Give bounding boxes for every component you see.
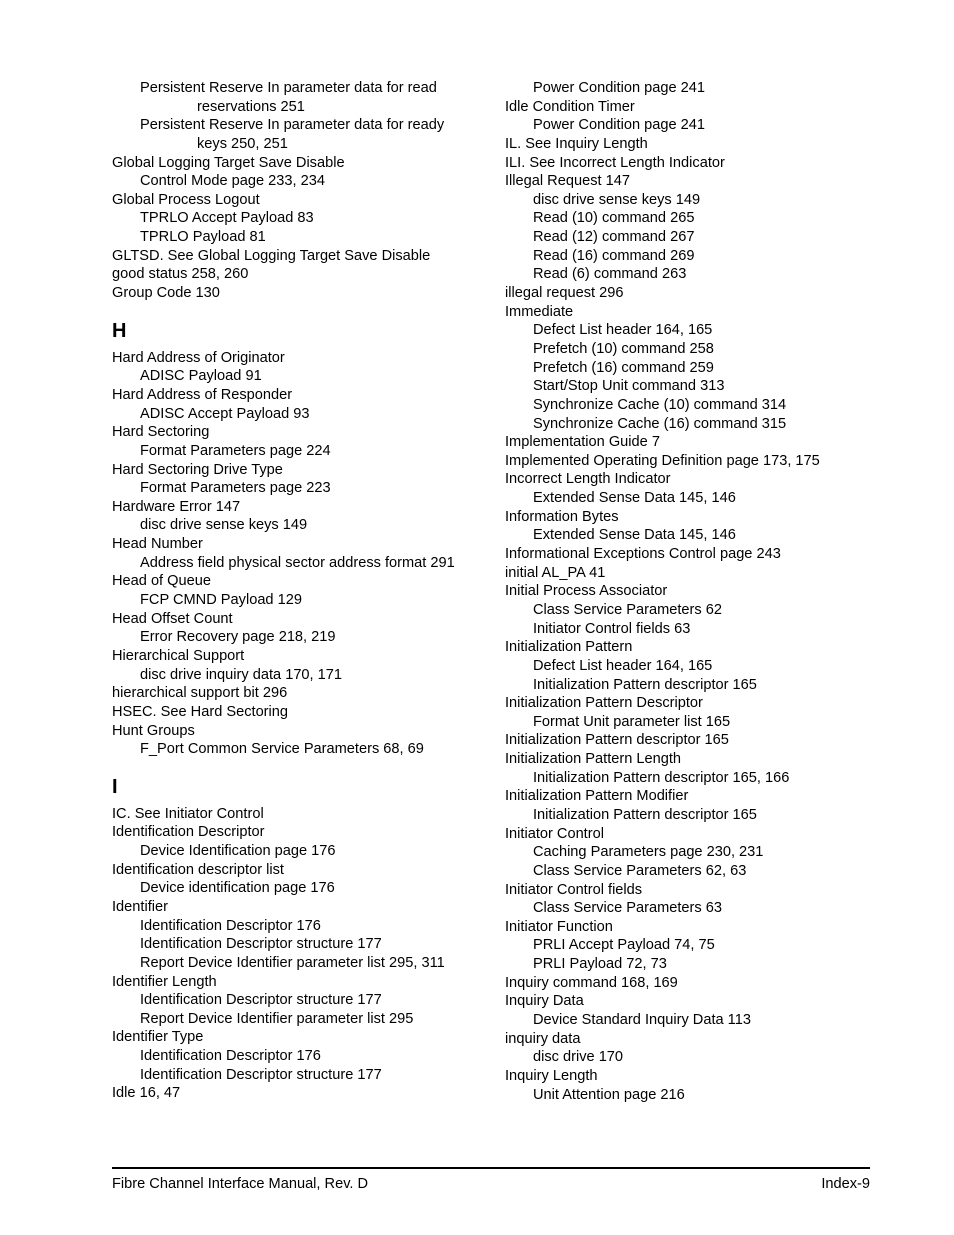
index-entry: Initiator Function (505, 918, 613, 935)
index-entry: Immediate (505, 303, 574, 320)
index-subentry: Device Standard Inquiry Data 113 (533, 1012, 751, 1029)
index-subentry: Class Service Parameters 62, 63 (533, 862, 747, 879)
index-entry: Head Offset Count (112, 610, 233, 627)
index-subentry: Defect List header 164, 165 (533, 657, 713, 674)
index-subentry: Error Recovery page 218, 219 (140, 629, 336, 646)
index-subentry: Persistent Reserve In parameter data for ready (140, 117, 445, 134)
index-entry: Identifier Type (112, 1029, 204, 1046)
index-subentry: Initialization Pattern descriptor 165 (533, 676, 757, 693)
index-entry: Initialization Pattern Modifier (505, 788, 689, 805)
index-subentry: Format Unit parameter list 165 (533, 713, 731, 730)
index-entry: good status 258, 260 (112, 266, 249, 283)
index-subentry: Power Condition page 241 (533, 117, 706, 134)
index-entry: Identification descriptor list (112, 861, 284, 878)
index-entry: Implemented Operating Definition page 173, 175 (505, 452, 820, 469)
index-subentry: Read (6) command 263 (533, 266, 687, 283)
index-section-letter: H (112, 319, 127, 342)
index-entry: Hard Address of Responder (112, 386, 293, 403)
index-entry: Initiator Control fields (505, 881, 643, 898)
index-entry: Identification Descriptor (112, 824, 265, 841)
index-subentry: Read (16) command 269 (533, 247, 695, 264)
index-subentry: PRLI Accept Payload 74, 75 (533, 937, 715, 954)
index-subentry: disc drive sense keys 149 (533, 191, 701, 208)
index-subentry: Device identification page 176 (140, 880, 335, 897)
index-subentry: Unit Attention page 216 (533, 1086, 685, 1103)
index-entry: hierarchical support bit 296 (112, 685, 288, 702)
index-entry: Initiator Control (505, 825, 604, 842)
index-subentry: Synchronize Cache (10) command 314 (533, 396, 787, 413)
index-entry: inquiry data (505, 1030, 581, 1047)
index-entry: initial AL_PA 41 (505, 564, 606, 581)
index-subentry: Power Condition page 241 (533, 80, 706, 96)
index-subentry: Persistent Reserve In parameter data for read (140, 80, 437, 96)
index-entry: Hardware Error 147 (112, 498, 241, 515)
index-subentry: ADISC Accept Payload 93 (140, 405, 310, 422)
index-subentry: Identification Descriptor 176 (140, 1048, 321, 1065)
index-subentry: Extended Sense Data 145, 146 (533, 490, 736, 507)
index-subentry: Device Identification page 176 (140, 843, 336, 860)
index-subentry: Report Device Identifier parameter list 295 (140, 1010, 414, 1027)
index-subentry: Initialization Pattern descriptor 165, 166 (533, 769, 790, 786)
index-subentry: Format Parameters page 224 (140, 442, 331, 459)
index-subentry: Defect List header 164, 165 (533, 322, 713, 339)
index-subentry: Caching Parameters page 230, 231 (533, 844, 764, 861)
index-subentry: Identification Descriptor structure 177 (140, 936, 382, 953)
index-entry: Inquiry command 168, 169 (505, 974, 678, 991)
index-subentry: disc drive sense keys 149 (140, 517, 308, 534)
index-subentry: F_Port Common Service Parameters 68, 69 (140, 741, 424, 758)
index-entry: Initial Process Associator (505, 583, 668, 600)
index-entry: illegal request 296 (505, 285, 624, 302)
index-subentry: Prefetch (16) command 259 (533, 359, 714, 376)
index-subentry: Prefetch (10) command 258 (533, 340, 714, 357)
index-entry: Group Code 130 (112, 285, 220, 302)
index-entry: IL. See Inquiry Length (505, 135, 648, 152)
index-entry: Inquiry Data (505, 993, 584, 1010)
index-subentry: TPRLO Payload 81 (140, 229, 266, 246)
footer-page-number: Index-9 (821, 1176, 870, 1192)
index-entry: Inquiry Length (505, 1067, 598, 1084)
index-entry: Hard Sectoring Drive Type (112, 461, 283, 478)
index-column-right (505, 79, 880, 1104)
index-subentry: Read (12) command 267 (533, 229, 695, 246)
index-entry: IC. See Initiator Control (112, 805, 264, 822)
index-entry: Information Bytes (505, 508, 619, 525)
index-entry: Idle 16, 47 (112, 1085, 181, 1102)
index-entry: Initialization Pattern (505, 639, 633, 656)
index-subentry: Class Service Parameters 63 (533, 900, 722, 917)
index-entry: Hierarchical Support (112, 647, 245, 664)
index-entry: Implementation Guide 7 (505, 434, 660, 451)
index-entry: Hunt Groups (112, 722, 195, 739)
index-column-left (112, 79, 487, 1103)
index-subentry: disc drive 170 (533, 1049, 624, 1066)
index-entry: Hard Address of Originator (112, 349, 285, 366)
index-entry: Illegal Request 147 (505, 173, 630, 190)
index-entry: Initialization Pattern descriptor 165 (505, 732, 729, 749)
index-subentry: ADISC Payload 91 (140, 368, 262, 385)
index-subentry: Read (10) command 265 (533, 210, 695, 227)
index-subentry: PRLI Payload 72, 73 (533, 956, 667, 973)
index-entry: Global Process Logout (112, 191, 260, 208)
index-entry: Incorrect Length Indicator (505, 471, 671, 488)
index-entry: GLTSD. See Global Logging Target Save Disable (112, 247, 431, 264)
index-entry: Identifier (112, 898, 168, 915)
index-subentry: Identification Descriptor structure 177 (140, 992, 382, 1009)
index-entry: Identifier Length (112, 973, 217, 990)
index-section-letter: I (112, 775, 118, 798)
index-subentry: Format Parameters page 223 (140, 480, 331, 497)
index-subentry: Initiator Control fields 63 (533, 620, 691, 637)
index-subentry: TPRLO Accept Payload 83 (140, 210, 314, 227)
index-subentry: disc drive inquiry data 170, 171 (140, 666, 343, 683)
index-entry: Idle Condition Timer (505, 98, 635, 115)
index-subentry: Start/Stop Unit command 313 (533, 378, 725, 395)
index-entry: Head Number (112, 536, 203, 553)
index-subentry: Initialization Pattern descriptor 165 (533, 806, 757, 823)
footer-divider (112, 1167, 870, 1169)
index-entry: ILI. See Incorrect Length Indicator (505, 154, 725, 171)
footer-manual-title: Fibre Channel Interface Manual, Rev. D (112, 1176, 369, 1192)
index-subentry: Extended Sense Data 145, 146 (533, 527, 736, 544)
index-subentry: Report Device Identifier parameter list 295, 311 (140, 954, 445, 971)
index-subentry: Identification Descriptor structure 177 (140, 1066, 382, 1083)
index-subentry: FCP CMND Payload 129 (140, 592, 302, 609)
index-entry: Informational Exceptions Control page 243 (505, 546, 781, 563)
index-continuation: reservations 251 (197, 98, 305, 115)
index-subentry: Identification Descriptor 176 (140, 917, 321, 934)
index-subentry: Address field physical sector address format 291 (140, 554, 455, 571)
index-subentry: Class Service Parameters 62 (533, 601, 722, 618)
index-entry: Initialization Pattern Descriptor (505, 695, 703, 712)
index-entry: Global Logging Target Save Disable (112, 154, 345, 171)
index-subentry: Control Mode page 233, 234 (140, 173, 325, 190)
index-subentry: Synchronize Cache (16) command 315 (533, 415, 787, 432)
index-entry: Hard Sectoring (112, 424, 210, 441)
index-entry: HSEC. See Hard Sectoring (112, 703, 289, 720)
index-entry: Head of Queue (112, 573, 211, 590)
index-entry: Initialization Pattern Length (505, 751, 682, 768)
index-continuation: keys 250, 251 (197, 135, 288, 152)
